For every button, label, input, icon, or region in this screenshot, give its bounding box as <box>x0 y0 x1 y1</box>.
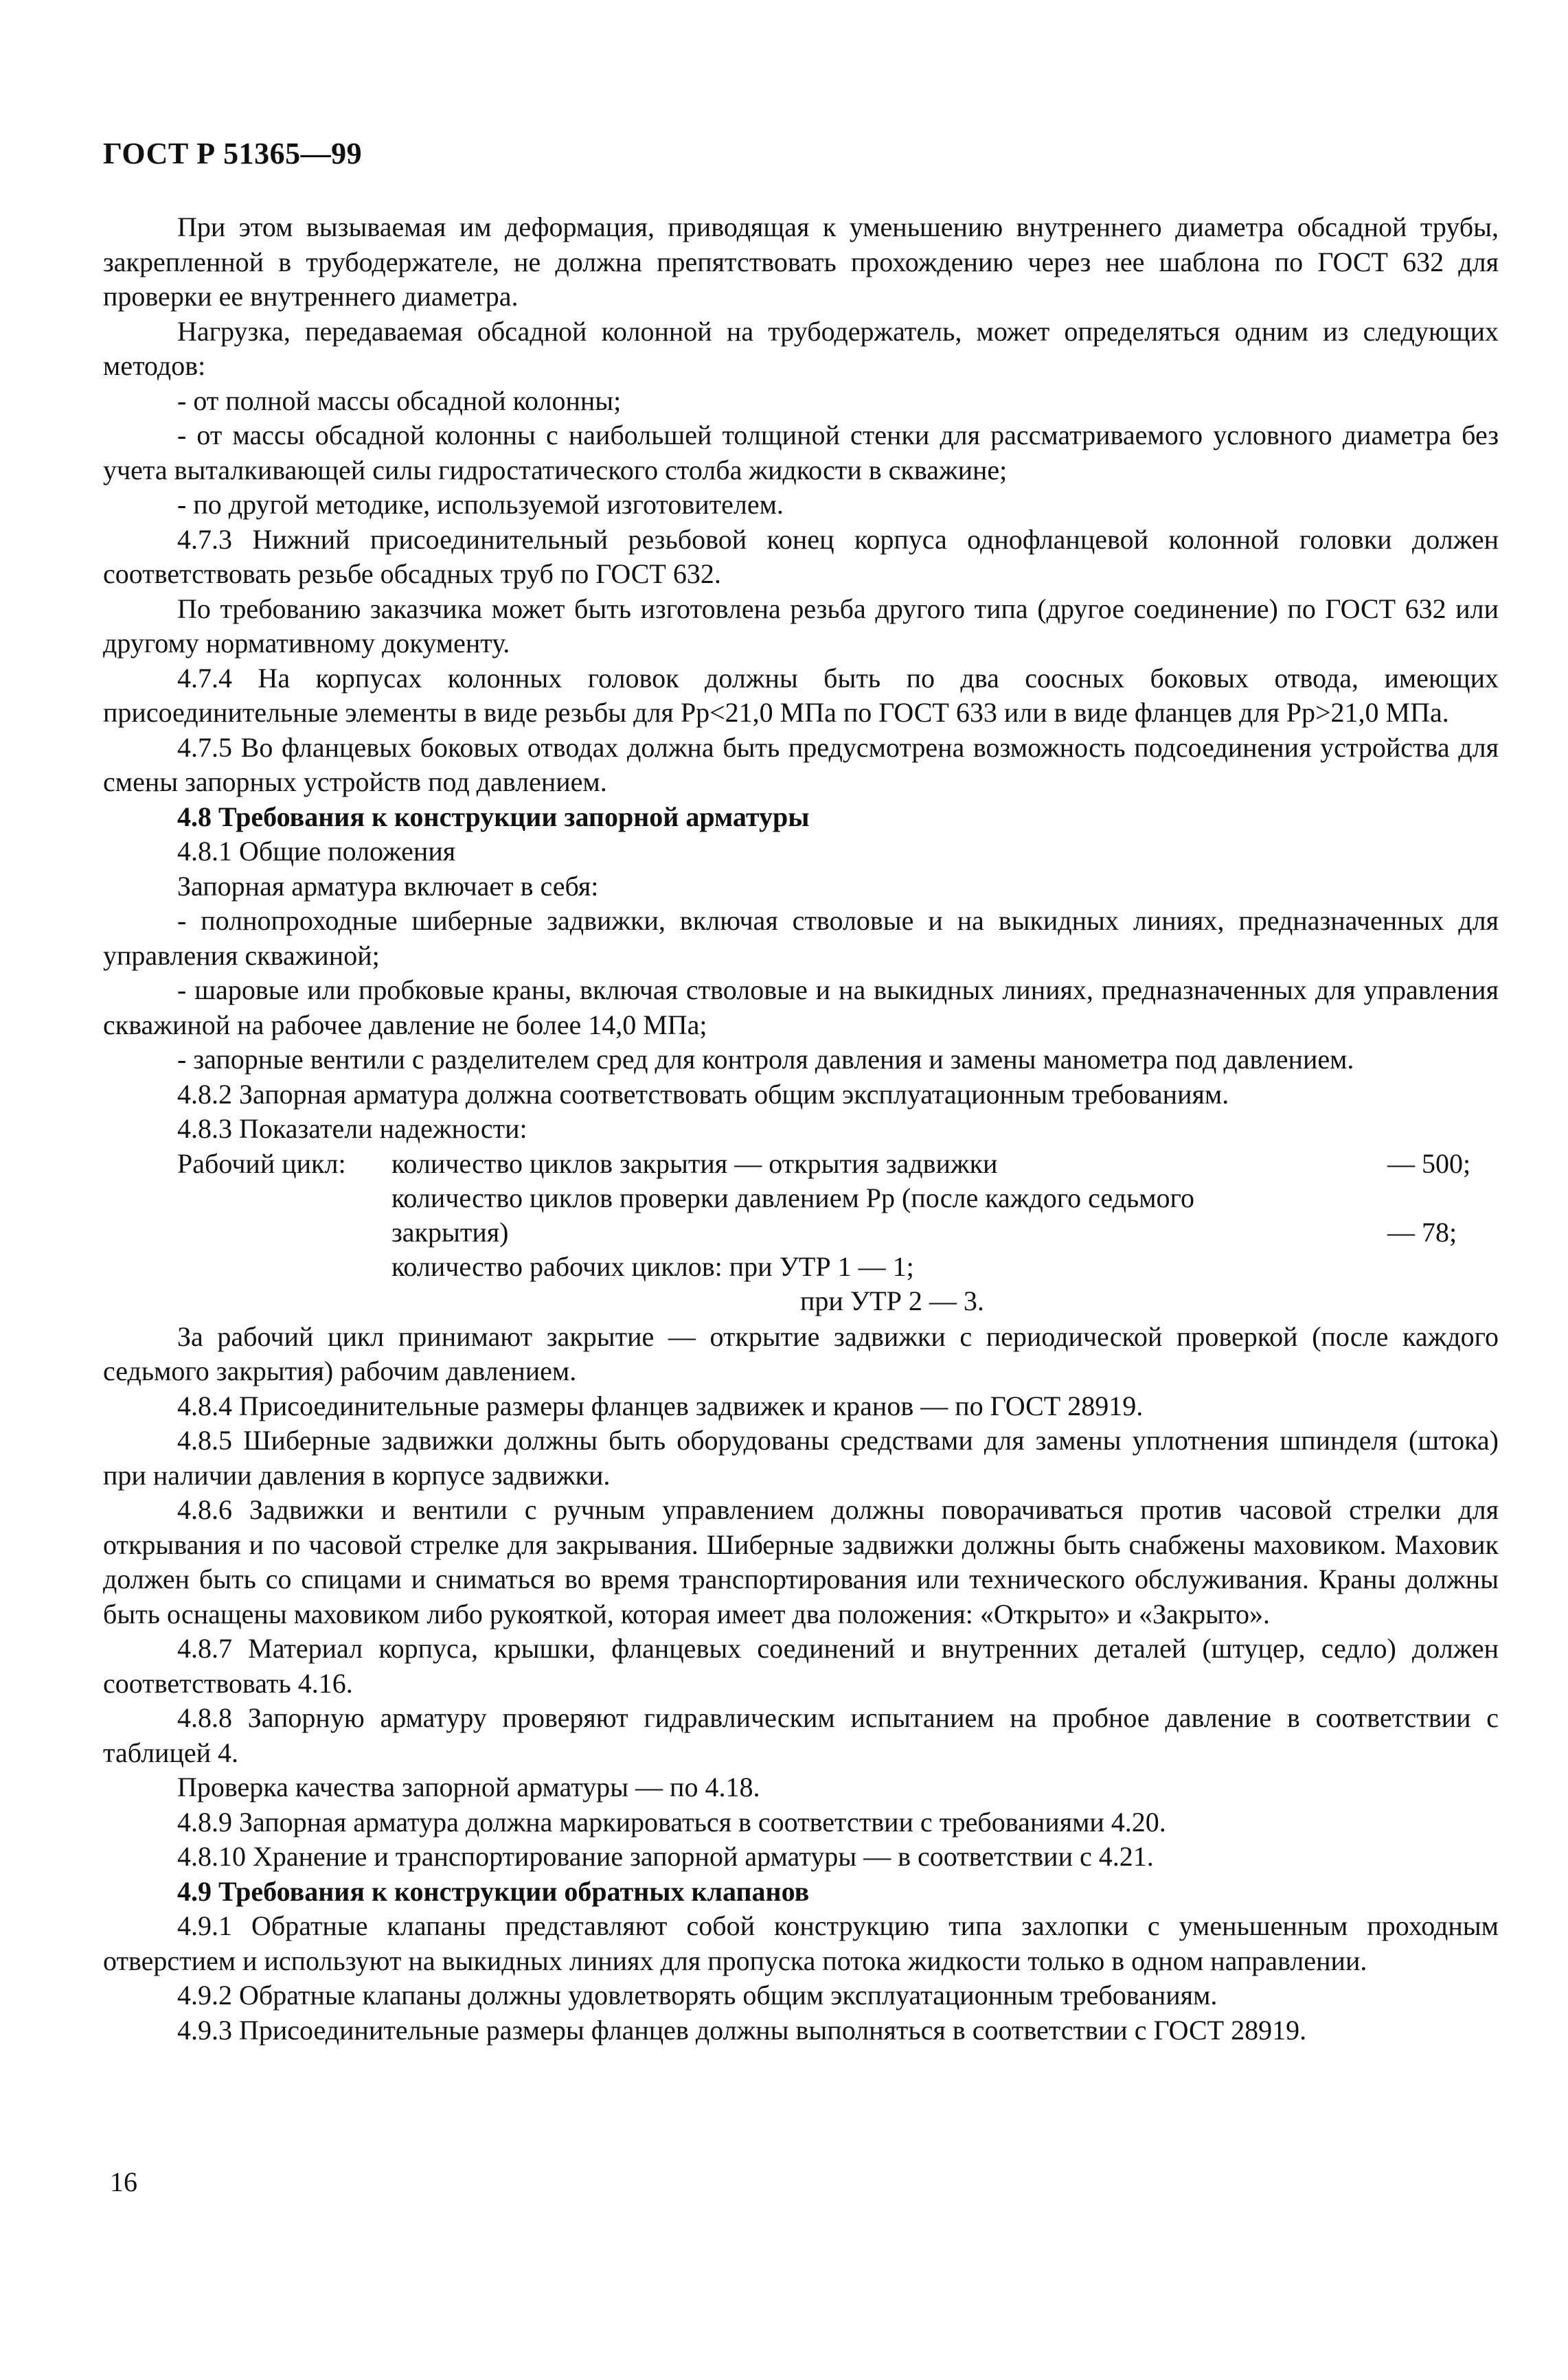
paragraph: Проверка качества запорной арматуры — по 4.18. <box>177 1772 760 1803</box>
paragraph: Нагрузка, передаваемая обсадной колонной на трубодержатель, может определяться одним из следующих методов: <box>103 315 1499 381</box>
list-item: - от полной массы обсадной колонны; <box>177 385 622 416</box>
paragraph: 4.7.5 Во фланцевых боковых отводах должна быть предусмотрена возможность подсоединения устройства для смены запорных устройств под давлением. <box>103 731 1499 797</box>
list-item: - шаровые или пробковые краны, включая стволовые и на выкидных линиях, предназначенных для управления скважиной на рабочее давление не более 14,0 МПа; <box>103 974 1499 1040</box>
list-item: - полнопроходные шиберные задвижки, включая стволовые и на выкидных линиях, предназначенных для управления скважиной; <box>103 905 1499 971</box>
paragraph: 4.8.2 Запорная арматура должна соответствовать общим эксплуатационным требованиям. <box>177 1078 1229 1110</box>
work-cycle-value: — 500; <box>1387 1147 1471 1179</box>
paragraph: 4.8.5 Шиберные задвижки должны быть оборудованы средствами для замены уплотнения шпинделя (штока) при наличии давления в корпусе задвижки. <box>103 1425 1499 1491</box>
paragraph: 4.9.1 Обратные клапаны представляют собой конструкцию типа захлопки с уменьшенным проходным отверстием и используют на выкидных линиях для пропуска потока жидкости только в одном направлении. <box>103 1910 1499 1976</box>
paragraph: 4.9.2 Обратные клапаны должны удовлетворять общим эксплуатационным требованиям. <box>177 1980 1218 2011</box>
page-number: 16 <box>110 2166 137 2197</box>
paragraph: Запорная арматура включает в себя: <box>177 870 599 902</box>
paragraph: 4.8.8 Запорную арматуру проверяют гидравлическим испытанием на пробное давление в соответствии с таблицей 4. <box>103 1702 1499 1768</box>
subsection-title: 4.8.1 Общие положения <box>177 836 456 867</box>
list-item: - по другой методике, используемой изготовителем. <box>177 489 784 520</box>
paragraph: 4.8.7 Материал корпуса, крышки, фланцевых соединений и внутренних деталей (штуцер, седло) должен соответствовать 4.16. <box>103 1633 1499 1699</box>
work-cycle-line: количество циклов закрытия — открытия задвижки <box>391 1147 998 1179</box>
paragraph: 4.7.4 На корпусах колонных головок должны быть по два соосных боковых отвода, имеющих присоединительные элементы в виде резьбы для Pр<21,0 МПа по ГОСТ 633 или в виде фланцев для Pр>21,0 МПа. <box>103 662 1499 728</box>
work-cycle-block <box>103 1147 1499 1320</box>
list-item: - запорные вентили с разделителем сред для контроля давления и замены манометра под давлением. <box>177 1044 1354 1075</box>
list-item: - от массы обсадной колонны с наибольшей толщиной стенки для рассматриваемого условного диаметра без учета выталкивающей силы гидростатического столба жидкости в скважине; <box>103 420 1499 485</box>
document-header: ГОСТ Р 51365—99 <box>103 137 363 170</box>
section-heading: 4.8 Требования к конструкции запорной арматуры <box>177 801 810 832</box>
work-cycle-line: при УТР 2 — 3. <box>800 1285 984 1316</box>
section-heading: 4.9 Требования к конструкции обратных клапанов <box>177 1875 810 1907</box>
paragraph: 4.8.6 Задвижки и вентили с ручным управлением должны поворачиваться против часовой стрелки для открывания и по часовой стрелке для закрывания. Шиберные задвижки должны быть снабжены маховиком. Маховик должен быть со спицами и сниматься во время транспортирования или технического обслуживания. Краны должны быть оснащены маховиком либо рукояткой, которая имеет два положения: «Открыто» и «Закрыто». <box>103 1494 1499 1629</box>
paragraph: 4.8.3 Показатели надежности: <box>177 1113 527 1144</box>
work-cycle-label: Рабочий цикл: <box>177 1147 346 1179</box>
paragraph: За рабочий цикл принимают закрытие — открытие задвижки с периодической проверкой (после каждого седьмого закрытия) рабочим давлением. <box>103 1320 1499 1386</box>
work-cycle-line: количество рабочих циклов: при УТР 1 — 1; <box>391 1250 914 1282</box>
paragraph: 4.7.3 Нижний присоединительный резьбовой конец корпуса однофланцевой колонной головки должен соответствовать резьбе обсадных труб по ГОСТ 632. <box>103 523 1499 589</box>
work-cycle-line: закрытия) <box>391 1216 509 1248</box>
work-cycle-line: количество циклов проверки давлением Pр (после каждого седьмого <box>391 1182 1194 1213</box>
work-cycle-value: — 78; <box>1387 1216 1457 1248</box>
document-body <box>103 210 1499 2048</box>
paragraph: 4.8.4 Присоединительные размеры фланцев задвижек и кранов — по ГОСТ 28919. <box>177 1390 1144 1421</box>
paragraph: 4.8.9 Запорная арматура должна маркироваться в соответствии с требованиями 4.20. <box>177 1806 1166 1838</box>
paragraph: 4.9.3 Присоединительные размеры фланцев должны выполняться в соответствии с ГОСТ 28919. <box>177 2014 1307 2046</box>
paragraph: При этом вызываемая им деформация, приводящая к уменьшению внутреннего диаметра обсадной трубы, закрепленной в трубодержателе, не должна препятствовать прохождению через нее шаблона по ГОСТ 632 для проверки ее внутреннего диаметра. <box>103 211 1499 312</box>
paragraph: 4.8.10 Хранение и транспортирование запорной арматуры — в соответствии с 4.21. <box>177 1841 1154 1872</box>
paragraph: По требованию заказчика может быть изготовлена резьба другого типа (другое соединение) по ГОСТ 632 или другому нормативному документу. <box>103 593 1499 659</box>
